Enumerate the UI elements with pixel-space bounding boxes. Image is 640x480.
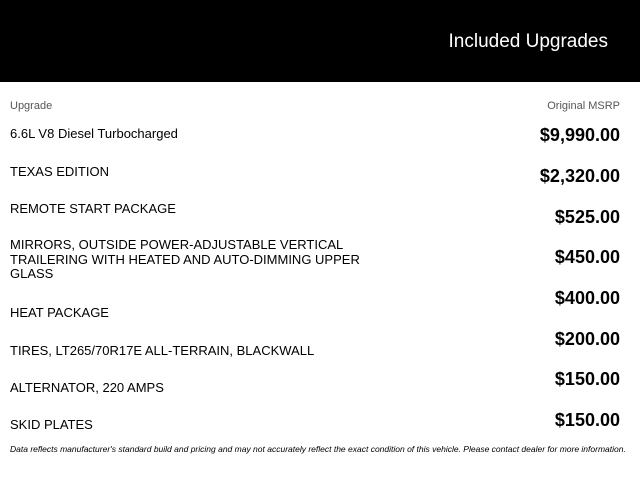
upgrade-name: 6.6L V8 Diesel Turbocharged	[10, 126, 178, 141]
upgrade-name: TEXAS EDITION	[10, 164, 109, 179]
msrp-column-header: Original MSRP	[547, 100, 620, 112]
upgrade-column-header: Upgrade	[10, 100, 53, 112]
upgrade-name: TIRES, LT265/70R17E ALL-TERRAIN, BLACKWALL	[10, 343, 315, 358]
upgrade-price: $150.00	[554, 369, 620, 389]
header-bar	[0, 0, 640, 82]
upgrade-name: MIRRORS, OUTSIDE POWER-ADJUSTABLE VERTICAL TRAILERING WITH HEATED AND AUTO-DIMMING UPPER GLASS	[10, 237, 360, 281]
upgrade-price: $2,320.00	[539, 166, 620, 186]
upgrade-name: SKID PLATES	[10, 417, 93, 432]
upgrade-price: $9,990.00	[539, 125, 620, 145]
upgrade-price: $400.00	[554, 288, 620, 308]
upgrade-price: $200.00	[554, 329, 620, 349]
upgrade-name: ALTERNATOR, 220 AMPS	[10, 380, 164, 395]
upgrade-price: $525.00	[554, 207, 620, 227]
upgrade-name: REMOTE START PACKAGE	[10, 201, 176, 216]
page-title: Included Upgrades	[448, 31, 608, 52]
upgrade-price: $450.00	[554, 247, 620, 267]
upgrade-name: HEAT PACKAGE	[10, 305, 109, 320]
upgrade-price: $150.00	[554, 410, 620, 430]
disclaimer-text: Data reflects manufacturer's standard build and pricing and may not accurately reflect the exact condition of this vehicle. Please contact dealer for more information.	[10, 444, 626, 454]
